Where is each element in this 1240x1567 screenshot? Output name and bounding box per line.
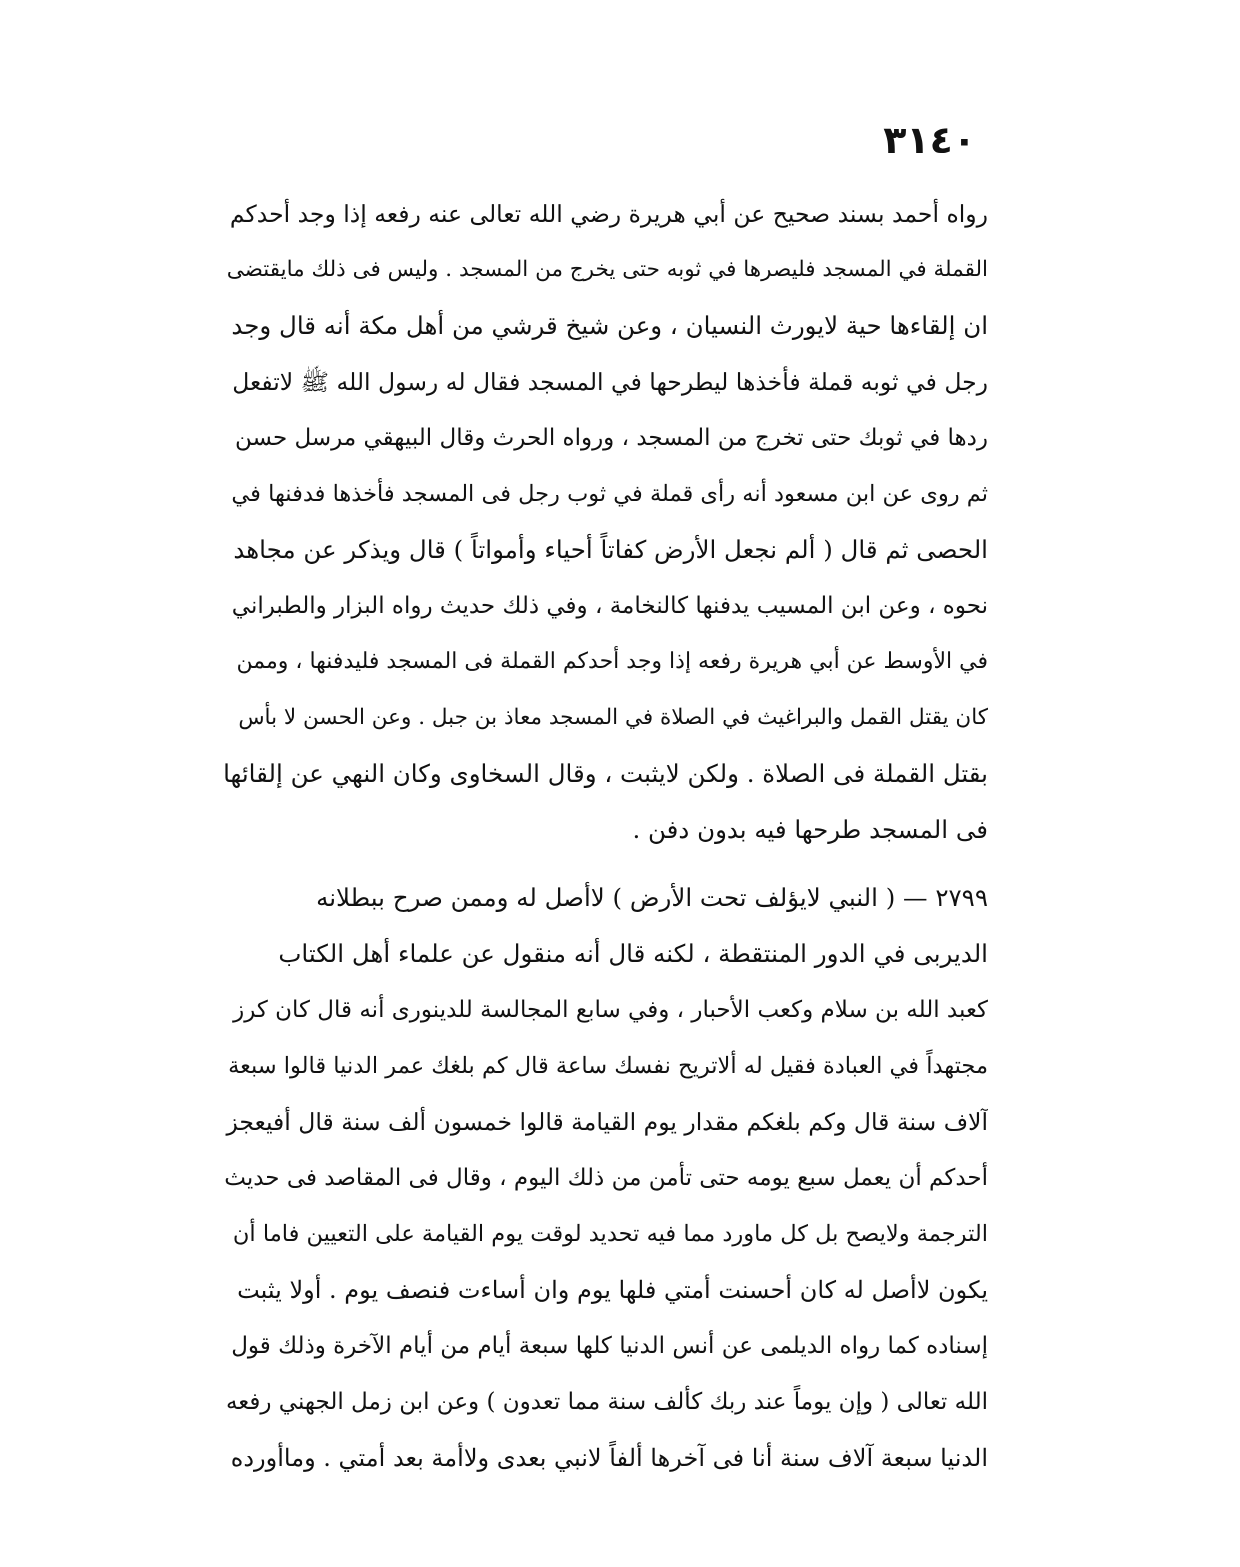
text-line: ثم روى عن ابن مسعود أنه رأى قملة في ثوب رجل فى المسجد فأخذها فدفنها في: [231, 481, 988, 507]
paragraph-2: [222, 870, 988, 1486]
text-line: آلاف سنة قال وكم بلغكم مقدار يوم القيامة قالوا خمسون ألف سنة قال أفيعجز: [226, 1108, 988, 1136]
page-number: ٣١٤٠: [883, 118, 976, 162]
text-line: ان إلقاءها حية لايورث النسيان ، وعن شيخ قرشي من أهل مكة أنه قال وجد: [231, 311, 988, 340]
body-text: [222, 186, 988, 1486]
text-line: رجل في ثوبه قملة فأخذها ليطرحها في المسجد فقال له رسول الله ﷺ لاتفعل: [232, 368, 988, 396]
text-line: فى المسجد طرحها فيه بدون دفن .: [632, 815, 988, 844]
text-line: الدنيا سبعة آلاف سنة أنا فى آخرها ألفاً لانبي بعدى ولاأمة بعد أمتي . وماأورده: [230, 1444, 988, 1472]
text-line: مجتهداً في العبادة فقيل له ألاتريح نفسك ساعة قال كم بلغك عمر الدنيا قالوا سبعة: [228, 1053, 988, 1079]
paragraph-1: [222, 186, 988, 858]
text-line: الديربى في الدور المنتقطة ، لكنه قال أنه منقول عن علماء أهل الكتاب: [278, 939, 988, 968]
text-line: ٢٧٩٩ — ( النبي لايؤلف تحت الأرض ) لاأصل له وممن صرح ببطلانه: [316, 883, 988, 912]
text-line: القملة في المسجد فليصرها في ثوبه حتى يخرج من المسجد . وليس فى ذلك مايقتضى: [226, 257, 988, 282]
text-line: نحوه ، وعن ابن المسيب يدفنها كالنخامة ، وفي ذلك حديث رواه البزار والطبراني: [231, 593, 988, 619]
text-line: رواه أحمد بسند صحيح عن أبي هريرة رضي الله تعالى عنه رفعه إذا وجد أحدكم: [229, 200, 988, 228]
text-line: أحدكم أن يعمل سبع يومه حتى تأمن من ذلك اليوم ، وقال فى المقاصد فى حديث: [224, 1165, 988, 1191]
text-line: في الأوسط عن أبي هريرة رفعه إذا وجد أحدكم القملة فى المسجد فليدفنها ، وممن: [236, 649, 988, 674]
text-line: الحصى ثم قال ( ألم نجعل الأرض كفاتاً أحياء وأمواتاً ) قال ويذكر عن مجاهد: [233, 535, 988, 564]
text-line: الترجمة ولايصح بل كل ماورد مما فيه تحديد لوقت يوم القيامة على التعيين فاما أن: [232, 1221, 988, 1247]
text-line: يكون لاأصل له كان أحسنت أمتي فلها يوم وان أساءت فنصف يوم . أولا يثبت: [237, 1276, 988, 1304]
text-line: الله تعالى ( وإن يوماً عند ربك كألف سنة مما تعدون ) وعن ابن زمل الجهني رفعه: [225, 1389, 988, 1415]
text-line: ردها في ثوبك حتى تخرج من المسجد ، ورواه الحرث وقال البيهقي مرسل حسن: [234, 425, 988, 451]
text-line: إسناده كما رواه الديلمى عن أنس الدنيا كلها سبعة أيام من أيام الآخرة وذلك قول: [231, 1333, 988, 1359]
text-line: كعبد الله بن سلام وكعب الأحبار ، وفي سابع المجالسة للدينورى أنه قال كان كرز: [233, 997, 988, 1023]
text-line: كان يقتل القمل والبراغيث في الصلاة في المسجد معاذ بن جبل . وعن الحسن لا بأس: [238, 705, 988, 730]
text-line: بقتل القملة فى الصلاة . ولكن لايثبت ، وقال السخاوى وكان النهي عن إلقائها: [223, 759, 988, 788]
